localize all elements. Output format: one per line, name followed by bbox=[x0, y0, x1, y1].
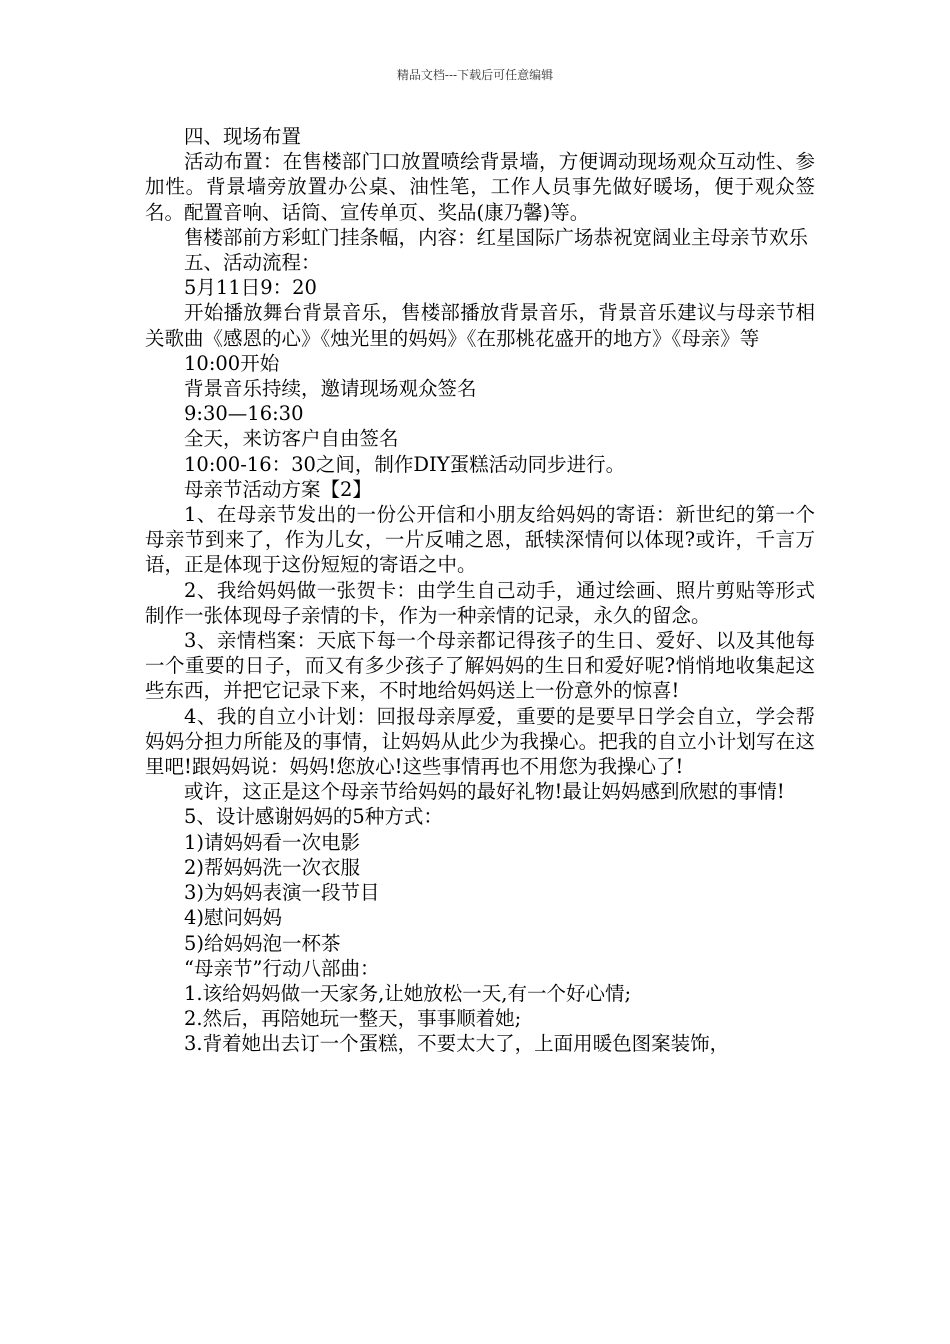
paragraph: 5月11日9：20 bbox=[184, 276, 317, 300]
document-body bbox=[145, 124, 815, 1057]
section-heading: 五、活动流程： bbox=[184, 251, 321, 275]
paragraph: 活动布置：在售楼部门口放置喷绘背景墙，方便调动现场观众互动性、参加性。背景墙旁放置办公桌、油性笔，工作人员事先做好暖场，便于观众签名。配置音响、话筒、宣传单页、奖品(康乃馨)等。 bbox=[145, 150, 815, 224]
list-item: 1)请妈妈看一次电影 bbox=[184, 830, 361, 854]
section-heading: 四、现场布置 bbox=[184, 125, 302, 148]
paragraph: “母亲节”行动八部曲： bbox=[184, 956, 380, 980]
paragraph: 2、我给妈妈做一张贺卡：由学生自己动手，通过绘画、照片剪贴等形式制作一张体现母子亲情的卡，作为一种亲情的记录，永久的留念。 bbox=[145, 578, 815, 627]
list-item: 4)慰问妈妈 bbox=[184, 906, 283, 930]
list-item: 3)为妈妈表演一段节目 bbox=[184, 881, 380, 905]
header-note: 精品文档---下载后可任意编辑 bbox=[396, 68, 554, 82]
section-heading: 母亲节活动方案【2】 bbox=[184, 477, 372, 501]
list-item: 5)给妈妈泡一杯茶 bbox=[184, 931, 341, 955]
paragraph: 10:00开始 bbox=[184, 351, 280, 375]
paragraph: 9:30—16:30 bbox=[184, 402, 304, 426]
list-item: 2.然后，再陪她玩一整天，事事顺着她; bbox=[184, 1007, 522, 1031]
list-item: 2)帮妈妈洗一次衣服 bbox=[184, 855, 361, 879]
paragraph: 全天，来访客户自由签名 bbox=[184, 427, 399, 451]
paragraph: 开始播放舞台背景音乐，售楼部播放背景音乐，背景音乐建议与母亲节相关歌曲《感恩的心》《烛光里的妈妈》《在那桃花盛开的地方》《母亲》等 bbox=[145, 301, 815, 350]
paragraph: 或许，这正是这个母亲节给妈妈的最好礼物!最让妈妈感到欣慰的事情! bbox=[184, 780, 785, 804]
paragraph: 3、亲情档案：天底下每一个母亲都记得孩子的生日、爱好、以及其他每一个重要的日子，而又有多少孩子了解妈妈的生日和爱好呢?悄悄地收集起这些东西，并把它记录下来，不时地给妈妈送上一份意外的惊喜! bbox=[145, 629, 815, 703]
paragraph: 10:00-16：30之间，制作DIY蛋糕活动同步进行。 bbox=[184, 452, 626, 476]
paragraph: 售楼部前方彩虹门挂条幅，内容：红星国际广场恭祝宽阔业主母亲节欢乐 bbox=[184, 225, 809, 249]
paragraph: 1、在母亲节发出的一份公开信和小朋友给妈妈的寄语：新世纪的第一个母亲节到来了，作为儿女，一片反哺之恩，舐犊深情何以体现?或许，千言万语，正是体现于这份短短的寄语之中。 bbox=[145, 503, 815, 577]
list-item: 3.背着她出去订一个蛋糕，不要太大了，上面用暖色图案装饰， bbox=[184, 1032, 730, 1056]
list-item: 1.该给妈妈做一天家务,让她放松一天,有一个好心情; bbox=[184, 981, 632, 1005]
paragraph: 4、我的自立小计划：回报母亲厚爱，重要的是要早日学会自立，学会帮妈妈分担力所能及的事情，让妈妈从此少为我操心。把我的自立小计划写在这里吧!跟妈妈说：妈妈!您放心!这些事情再也不用您为我操心了! bbox=[145, 704, 815, 779]
paragraph: 5、设计感谢妈妈的5种方式： bbox=[184, 805, 443, 829]
paragraph: 背景音乐持续，邀请现场观众签名 bbox=[184, 377, 477, 401]
